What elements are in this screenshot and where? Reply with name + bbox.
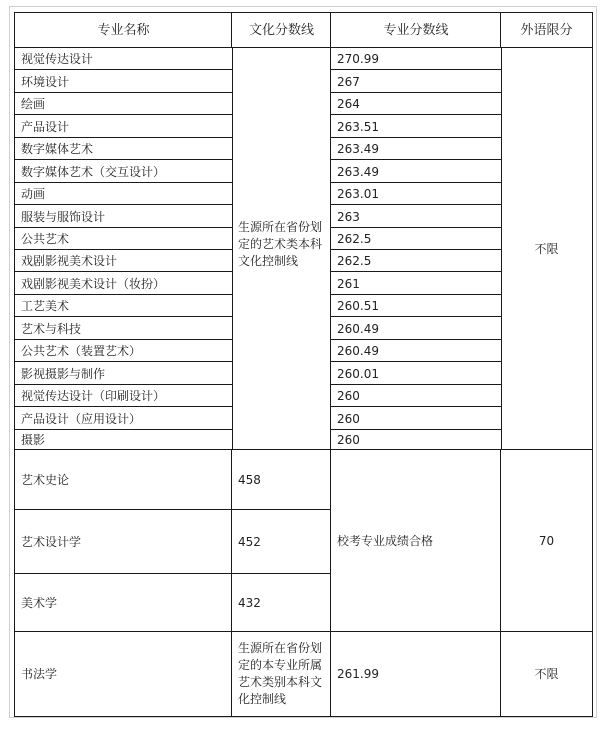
table-row-major-name: 视觉传达设计（印刷设计） [14, 384, 233, 408]
group1-culture-line: 生源所在省份划定的艺术类本科文化控制线 [238, 220, 323, 268]
group3-score: 261.99 [337, 667, 379, 681]
table-row-major-name: 美术学 [14, 573, 233, 633]
table-row-major-name: 公共艺术（装置艺术） [14, 339, 233, 363]
table-row-major-score: 262.5 [330, 227, 502, 251]
table-row-major-name: 摄影 [14, 429, 233, 451]
table-row-major-name: 产品设计 [14, 114, 233, 139]
table-row-major-score: 263.49 [330, 159, 502, 184]
table-row-major-name: 数字媒体艺术（交互设计） [14, 159, 233, 184]
table-row-major-score: 261 [330, 271, 502, 296]
group2-major-line-cell [330, 449, 502, 633]
table-row-major-name: 数字媒体艺术 [14, 137, 233, 161]
table-row-major-name: 动画 [14, 182, 233, 206]
group3-culture-cell [231, 631, 332, 717]
table-row-major-score: 260 [330, 406, 502, 431]
group3-foreign-limit: 不限 [500, 631, 593, 717]
table-row-major-score: 260.01 [330, 361, 502, 386]
group3-major-name: 书法学 [21, 667, 58, 681]
table-row-major-name: 服装与服饰设计 [14, 204, 233, 229]
group2-major-line: 校考专业成绩合格 [337, 534, 434, 548]
table-row-major-name: 产品设计（应用设计） [14, 406, 233, 431]
table-row-major-name: 环境设计 [14, 69, 233, 94]
table-row-major-score: 260.49 [330, 339, 502, 363]
group3-culture-line: 生源所在省份划定的本专业所属艺术类别本科文化控制线 [238, 641, 323, 706]
table-row-major-name: 绘画 [14, 92, 233, 116]
group3-name-cell [14, 631, 233, 717]
table-row-major-score: 270.99 [330, 47, 502, 71]
group1-culture-cell [231, 47, 332, 451]
table-row-major-name: 工艺美术 [14, 294, 233, 318]
table-row-major-score: 263.49 [330, 137, 502, 161]
table-row-major-name: 视觉传达设计 [14, 47, 233, 71]
table-row-major-name: 戏剧影视美术设计 [14, 249, 233, 273]
table-row-major-score: 267 [330, 69, 502, 94]
table-row-major-score: 262.5 [330, 249, 502, 273]
group1-foreign-limit: 不限 [500, 47, 593, 451]
table-row-major-score: 260 [330, 384, 502, 408]
table-row-major-name: 艺术与科技 [14, 316, 233, 341]
group3-score-cell [330, 631, 502, 717]
table-row-major-score: 260 [330, 429, 502, 451]
table-row-major-score: 260.49 [330, 316, 502, 341]
table-row-major-score: 263.01 [330, 182, 502, 206]
group2-foreign-limit: 70 [500, 449, 593, 633]
table-row-major-name: 艺术设计学 [14, 509, 233, 575]
header-culture-line: 文化分数线 [231, 12, 332, 49]
table-row-major-name: 影视摄影与制作 [14, 361, 233, 386]
table-row-culture-score: 458 [231, 449, 332, 511]
table-row-major-name: 艺术史论 [14, 449, 233, 511]
header-foreign-limit: 外语限分 [500, 12, 593, 49]
table-row-major-name: 戏剧影视美术设计（妆扮） [14, 271, 233, 296]
table-row-major-score: 264 [330, 92, 502, 116]
table-row-culture-score: 432 [231, 573, 332, 633]
table-row-major-score: 263 [330, 204, 502, 229]
header-major-line: 专业分数线 [330, 12, 502, 49]
table-row-major-name: 公共艺术 [14, 227, 233, 251]
table-row-major-score: 260.51 [330, 294, 502, 318]
table-row-major-score: 263.51 [330, 114, 502, 139]
table-row-culture-score: 452 [231, 509, 332, 575]
header-major-name: 专业名称 [14, 12, 233, 49]
